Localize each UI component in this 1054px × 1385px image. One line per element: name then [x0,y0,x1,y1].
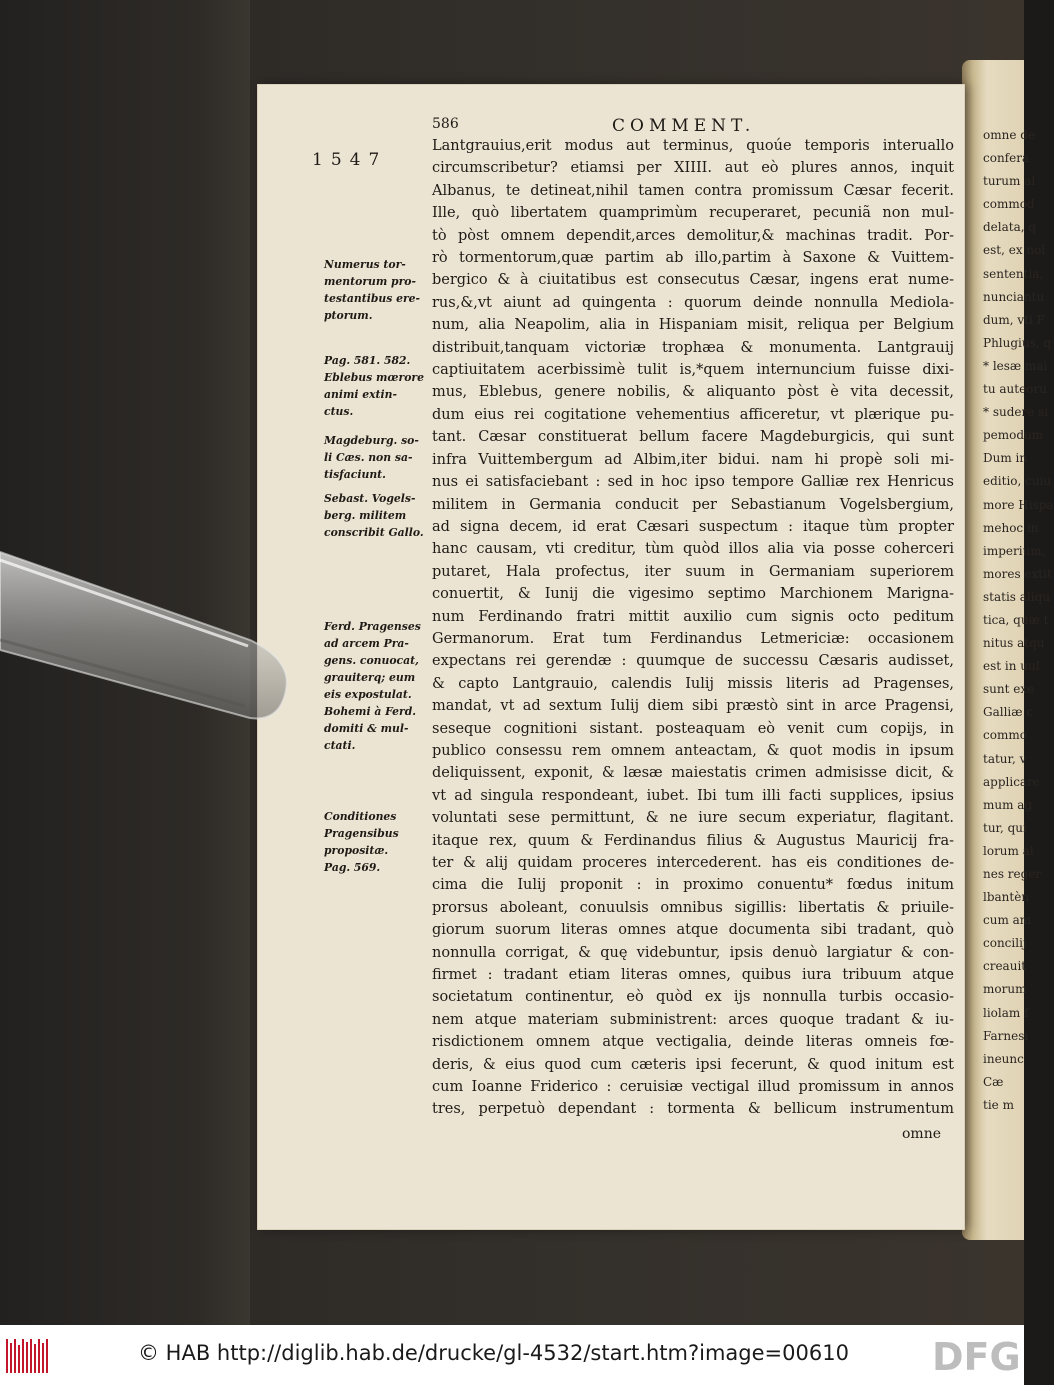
body-line: voluntati sese permittunt, & ne iure secum experiatur, flagitant. [432,810,954,827]
facing-page-line: mehoc in [983,520,1039,535]
facing-page-line: tu auteoru [983,382,1047,397]
body-line: Albanus, te detineat,nihil tamen contra promissum Cæsar fecerit. [432,182,954,199]
facing-page-line: cum am [983,913,1032,928]
side-note-line: gens. conuocat, [324,654,419,667]
body-line: mus, Eblebus, genere nobilis, & aliquanto pòst è vita decessit, [432,384,954,401]
facing-page-line: concilij [983,936,1027,951]
body-line: putaret, Hala profectus, iter suum in Germaniam superiorem [432,563,954,580]
barcode-icon [6,1339,48,1373]
facing-page-line: Cæ [983,1074,1004,1089]
facing-page-line: statis aliqu [983,589,1051,604]
body-line: firmet : tradant etiam literas omnes, quibus iura tribuum atque [432,967,954,984]
facing-page-line: Phlugius, q [983,335,1052,350]
body-line: & capto Lantgrauio, calendis Iulij missis literis ad Pragenses, [432,675,954,692]
body-line: giorum suorum literas omnes atque documenta sibi tradant, quò [432,922,954,939]
page-number: 586 [432,116,459,132]
side-note-line: Pag. 569. [324,861,381,874]
svg-text:DFG: DFG [932,1335,1021,1379]
facing-page-line: lbantèn [983,890,1030,905]
facing-page-line: delata, q [983,220,1037,235]
side-note-4 [324,490,428,541]
side-note-line: Conditiones [324,810,397,823]
body-line: Ille, quò libertatem quamprimùm recuperaret, pecuniã non mul- [432,205,954,222]
facing-page-line: sunt exe [983,682,1035,697]
body-line: infra Vuittembergum ad Albim,iter bidui. nam hi propè soli mi- [432,451,954,468]
side-note-line: berg. militem [324,509,407,522]
side-note-line: Pag. 581. 582. [324,354,411,367]
page-holder-clip [0,0,300,800]
side-note-3 [324,432,428,483]
side-note-line: Magdeburg. so- [324,434,419,447]
body-line: num Ferdinando fratri mittit auxilio cum signis octo peditum [432,608,954,625]
body-line: tres, perpetuò dependant : tormenta & bellicum instrumentum [432,1101,954,1118]
side-note-line: ctati. [324,739,356,752]
body-line: distribuit,tanquam victoriæ trophæa & monumenta. Lantgrauij [432,339,954,356]
facing-page-line: * lesæ mai [983,358,1048,373]
body-line: ter & alij quidam proceres intercederent. has eis conditiones de- [432,855,954,871]
body-line: nem atque materiam subministrent: arces quoque tradant & iu- [432,1011,954,1028]
facing-page-line: lorum al [983,843,1034,858]
body-line: risdictionem omnem atque vectigalia, deinde literas omneis fœ- [432,1034,954,1051]
body-line: dum eius rei cogitatione vehementius afficeretur, vt plærique pu- [432,406,954,423]
side-note-line: testantibus ere- [324,292,421,305]
facing-page-line: mores extit [983,566,1052,581]
body-line: num, alia Neapolim, alia in Hispaniam misit, reliqua per Belgium [432,317,954,334]
body-line: seseque cognitioni sistant. posteaquam eò venit cum copijs, in [432,720,954,737]
facing-page-line: omne de [983,128,1036,142]
side-note-line: Numerus tor- [324,258,406,271]
catchword: omne [902,1126,942,1142]
side-note-line: propositæ. [324,844,389,857]
facing-page-line: nunciantu [983,289,1045,304]
facing-page-line: commod [983,197,1035,212]
facing-page-line: tica, quæ t [983,612,1049,627]
side-note-5 [324,618,428,754]
facing-page-line: Farnesi [983,1028,1029,1043]
facing-page-line: Dum in [983,451,1028,466]
body-line: itaque rex, quum & Ferdinandus filius & Augustus Mauricij fra- [432,832,954,849]
dfg-logo [932,1335,1021,1379]
body-line: nus ei satisfaciebant : sed in hoc ipso tempore Galliæ rex Henricus [432,474,954,491]
side-note-line: animi extin- [324,388,397,401]
side-note-line: conscribit Gallo. [324,526,424,539]
side-note-line: li Cæs. non sa- [324,451,413,464]
side-note-line: ad arcem Pra- [324,637,409,650]
facing-page-text [983,124,1054,1117]
footer-bar [0,1325,1024,1385]
facing-page-line: more Hispa [983,497,1054,512]
facing-page-line: editio, cuiu [983,474,1052,489]
body-line: militem in Germania conducit per Sebastianum Vogelsbergium, [432,496,954,513]
body-line: ad signa decem, id erat Cæsari suspectum : itaque tùm propter [432,518,954,535]
facing-page-line: tur, qui [983,820,1027,835]
facing-page-line: est, ex nol [983,243,1046,258]
facing-page-line: sententia, [983,266,1044,281]
side-note-line: Eblebus mœrore [324,371,424,384]
body-line: prorsus aboleant, conuulsis omnibus sigillis: libertatis & priuile- [432,899,954,916]
body-line: bergico & à ciuitatibus est consecutus Cæsar, ingens erat nume- [432,272,954,289]
facing-page-line: Galliæ c [983,705,1034,720]
facing-page-line: creauit [983,959,1027,974]
side-note-1 [324,256,428,324]
facing-page-line: mum ag [983,797,1033,812]
margin-year: 1547 [312,150,388,170]
facing-page-line: turum ai [983,174,1036,189]
facing-page-line: pemodum [983,428,1044,443]
facing-page-line: ineunc [983,1051,1024,1066]
facing-page-line: dum, vti F [983,312,1045,327]
side-note-line: mentorum pro- [324,275,416,288]
facing-page-line: est in uul [983,659,1040,674]
body-line: societatum continentur, eò quòd ex ijs nonnulla turbis occasio- [432,989,954,1006]
side-note-line: Pragensibus [324,827,399,840]
body-line: hanc causam, vti creditur, tùm quòd illos alia via posse coherceri [432,541,954,558]
body-line: cum Ioanne Friderico : ceruisiæ vectigal illud promissum in annos [432,1079,954,1096]
facing-page-line: morum [983,982,1027,997]
facing-page-line: applicare [983,774,1040,789]
body-line: cima die Iulij proponit : in proximo conuentu* fœdus initum [432,877,954,894]
side-note-line: ptorum. [324,309,373,322]
facing-page-line: nes reger [983,867,1042,881]
facing-page-line: confera [983,151,1030,166]
facing-page-line: commo [983,728,1027,743]
side-note-line: Sebast. Vogels- [324,492,416,505]
copyright-link[interactable]: © HAB http://diglib.hab.de/drucke/gl-4532/start.htm?image=00610 [138,1341,849,1365]
facing-page-line: tatur, v [983,751,1027,766]
body-line: expectans rei gerendæ : quumque de successu Cæsaris audisset, [432,653,954,670]
body-line: rus,&,vt aiunt ad quingenta : quorum deinde nonnulla Mediola- [432,294,954,311]
facing-page-line: liolam f [983,1005,1029,1020]
side-note-line: grauiterq; eum [324,671,416,684]
facing-page-line: * sudere si [983,405,1049,420]
body-line: deris, & eius quod cum cæteris ipsi fecerunt, & quod initum est [432,1056,954,1073]
body-line: nonnulla corrigat, & quę videbuntur, ipsis denuò largiatur & con- [432,944,954,961]
body-line: Lantgrauius,erit modus aut terminus, quoúe temporis interuallo [432,138,954,154]
body-line: vt ad singula respondeant, iubet. Ibi tum illi facti supplices, ipsius [432,787,954,804]
side-note-6 [324,808,428,876]
facing-page-line: tie m [983,1097,1014,1112]
running-head: COMMENT. [612,116,756,136]
side-note-line: ctus. [324,405,354,418]
side-note-2 [324,352,428,420]
side-note-line: Bohemi à Ferd. [324,705,417,718]
body-text [432,135,954,1121]
body-line: tò pòst omnem dependit,arces demolitur,& machinas tradit. Por- [432,227,954,244]
body-line: captiuitatem acerbissimè tulit is,*quem internuncium fuisse dixi- [432,362,954,379]
body-line: deliquissent, exponit, & læsæ maiestatis crimen admisisse dicit, & [432,765,954,782]
side-note-line: tisfaciunt. [324,468,386,481]
body-line: rò tormentorum,quæ partim ab illo,partim à Saxone & Vuittem- [432,250,954,267]
side-note-line: domiti & mul- [324,722,409,735]
body-line: publico consessu rem omnem anteactam, & quot modis in ipsum [432,742,954,759]
side-note-line: Ferd. Pragenses [324,620,421,633]
body-line: Germanorum. Erat tum Ferdinandus Letmericiæ: occasionem [432,630,954,647]
body-line: mandat, vt ad sextum Iulij diem sibi præstò sint in arce Pragensi, [432,698,954,715]
facing-page-line: imperium, [983,543,1046,558]
facing-page-line: nitus atqu [983,636,1045,651]
body-line: circumscribetur? etiamsi per XIIII. aut eò plures annos, inquit [432,160,954,177]
side-note-line: eis expostulat. [324,688,412,701]
body-line: tant. Cæsar constituerat bellum facere Magdeburgicis, qui sunt [432,429,954,446]
body-line: conuertit, & Iunij die vigesimo septimo Marchionem Marigna- [432,586,954,603]
